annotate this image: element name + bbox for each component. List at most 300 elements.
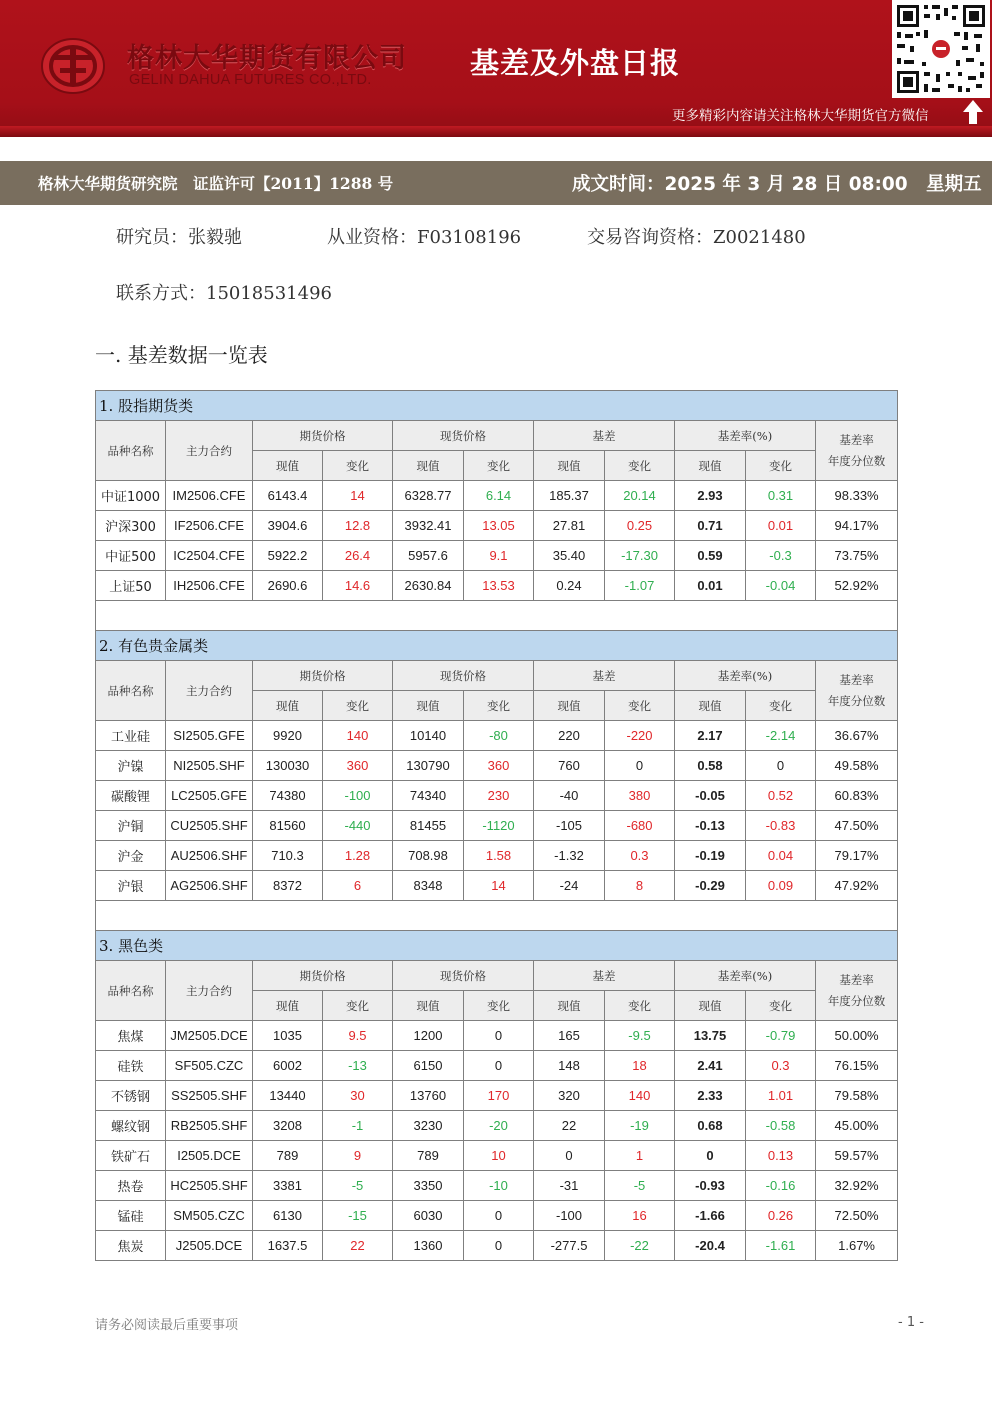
- spot-current: 6030: [393, 1201, 464, 1231]
- written-time: 成文时间：2025 年 3 月 28 日 08:00 星期五: [572, 174, 982, 195]
- basis-rate-change: 0.3: [746, 1051, 816, 1081]
- spot-current: 74340: [393, 781, 464, 811]
- basis-rate-current: -0.93: [675, 1171, 746, 1201]
- table-row: [96, 1021, 898, 1051]
- variety-name: 上证50: [96, 571, 166, 601]
- futures-change: -15: [323, 1201, 393, 1231]
- basis-change: 20.14: [605, 481, 675, 511]
- table-row: [96, 481, 898, 511]
- subheader-change: 变化: [605, 691, 675, 721]
- practice-qualification: 从业资格：F03108196: [327, 227, 522, 248]
- subheader-current: 现值: [393, 451, 464, 481]
- basis-change: 16: [605, 1201, 675, 1231]
- header-percentile-line2: 年度分位数: [827, 453, 886, 468]
- basis-change: -1.07: [605, 571, 675, 601]
- table-row: [96, 811, 898, 841]
- spot-change: 170: [464, 1081, 534, 1111]
- basis-rate-current: 0.71: [675, 511, 746, 541]
- basis-current: -105: [534, 811, 605, 841]
- company-name-cn: 格林大华期货有限公司: [127, 43, 407, 74]
- spot-current: 5957.6: [393, 541, 464, 571]
- futures-change: 12.8: [323, 511, 393, 541]
- basis-rate-change: -0.83: [746, 811, 816, 841]
- futures-current: 3904.6: [253, 511, 323, 541]
- basis-rate-change: 0.01: [746, 511, 816, 541]
- basis-rate-percentile: 59.57%: [816, 1141, 898, 1171]
- basis-rate-current: -0.29: [675, 871, 746, 901]
- basis-rate-change: 0.09: [746, 871, 816, 901]
- table-row: [96, 841, 898, 871]
- report-title: 基差及外盘日报: [470, 46, 681, 80]
- variety-name: 碳酸锂: [96, 781, 166, 811]
- subheader-current: 现值: [253, 451, 323, 481]
- spot-change: 360: [464, 751, 534, 781]
- spot-current: 789: [393, 1141, 464, 1171]
- subheader-change: 变化: [746, 691, 816, 721]
- contract-code: IM2506.CFE: [166, 481, 253, 511]
- header-contract: 主力合约: [166, 961, 253, 1021]
- basis-change: 1: [605, 1141, 675, 1171]
- contract-code: RB2505.SHF: [166, 1111, 253, 1141]
- variety-name: 锰硅: [96, 1201, 166, 1231]
- table-row: [96, 1201, 898, 1231]
- basis-rate-percentile: 98.33%: [816, 481, 898, 511]
- header-variety: 品种名称: [96, 421, 166, 481]
- basis-current: 22: [534, 1111, 605, 1141]
- basis-rate-percentile: 45.00%: [816, 1111, 898, 1141]
- basis-change: 380: [605, 781, 675, 811]
- basis-rate-percentile: 47.50%: [816, 811, 898, 841]
- futures-change: 14.6: [323, 571, 393, 601]
- basis-rate-percentile: 50.00%: [816, 1021, 898, 1051]
- contract-code: J2505.DCE: [166, 1231, 253, 1261]
- variety-name: 沪金: [96, 841, 166, 871]
- table-row: [96, 1051, 898, 1081]
- futures-current: 710.3: [253, 841, 323, 871]
- spot-change: 10: [464, 1141, 534, 1171]
- table-header-row: [96, 961, 898, 991]
- subheader-change: 变化: [605, 451, 675, 481]
- spot-change: 9.1: [464, 541, 534, 571]
- futures-current: 13440: [253, 1081, 323, 1111]
- futures-current: 8372: [253, 871, 323, 901]
- section-spacer-row: [96, 601, 898, 631]
- basis-rate-current: 0.01: [675, 571, 746, 601]
- disclaimer-note: 请务必阅读最后重要事项: [95, 1318, 239, 1333]
- futures-current: 1035: [253, 1021, 323, 1051]
- basis-current: 35.40: [534, 541, 605, 571]
- basis-rate-percentile: 79.58%: [816, 1081, 898, 1111]
- wechat-qr-code-icon: [892, 0, 990, 98]
- futures-change: 30: [323, 1081, 393, 1111]
- futures-current: 3381: [253, 1171, 323, 1201]
- contract-code: LC2505.GFE: [166, 781, 253, 811]
- basis-current: -31: [534, 1171, 605, 1201]
- basis-current: 320: [534, 1081, 605, 1111]
- subheader-change: 变化: [323, 451, 393, 481]
- variety-name: 工业硅: [96, 721, 166, 751]
- table-header-row: [96, 661, 898, 691]
- spot-change: 0: [464, 1051, 534, 1081]
- researcher-name: 研究员：张毅驰: [116, 227, 242, 248]
- basis-current: 760: [534, 751, 605, 781]
- basis-rate-change: 0.04: [746, 841, 816, 871]
- basis-rate-percentile: 60.83%: [816, 781, 898, 811]
- spot-current: 81455: [393, 811, 464, 841]
- variety-name: 中证500: [96, 541, 166, 571]
- basis-change: -220: [605, 721, 675, 751]
- basis-change: -9.5: [605, 1021, 675, 1051]
- basis-current: -24: [534, 871, 605, 901]
- spot-current: 6328.77: [393, 481, 464, 511]
- futures-change: 9.5: [323, 1021, 393, 1051]
- header-futures-price: 期货价格: [253, 661, 393, 691]
- contract-code: JM2505.DCE: [166, 1021, 253, 1051]
- variety-name: 沪银: [96, 871, 166, 901]
- table-row: [96, 871, 898, 901]
- contract-code: SF505.CZC: [166, 1051, 253, 1081]
- table-row: [96, 1231, 898, 1261]
- basis-rate-change: -0.04: [746, 571, 816, 601]
- variety-name: 热卷: [96, 1171, 166, 1201]
- subheader-change: 变化: [323, 991, 393, 1021]
- contract-code: AG2506.SHF: [166, 871, 253, 901]
- basis-rate-change: -0.79: [746, 1021, 816, 1051]
- spot-current: 1360: [393, 1231, 464, 1261]
- basis-rate-change: -0.58: [746, 1111, 816, 1141]
- report-header: [0, 0, 992, 137]
- basis-rate-current: -20.4: [675, 1231, 746, 1261]
- futures-change: 14: [323, 481, 393, 511]
- basis-rate-current: -1.66: [675, 1201, 746, 1231]
- basis-rate-percentile: 52.92%: [816, 571, 898, 601]
- category-title: 1. 股指期货类: [96, 391, 898, 421]
- basis-current: 27.81: [534, 511, 605, 541]
- futures-change: -440: [323, 811, 393, 841]
- basis-change: -19: [605, 1111, 675, 1141]
- spot-current: 708.98: [393, 841, 464, 871]
- consulting-qualification: 交易咨询资格：Z0021480: [587, 227, 806, 248]
- header-spot-price: 现货价格: [393, 661, 534, 691]
- subheader-change: 变化: [323, 691, 393, 721]
- category-title-row: [96, 631, 898, 661]
- basis-rate-current: 2.33: [675, 1081, 746, 1111]
- subheader-change: 变化: [464, 991, 534, 1021]
- info-bar: [0, 161, 992, 205]
- spot-current: 1200: [393, 1021, 464, 1051]
- variety-name: 焦炭: [96, 1231, 166, 1261]
- basis-current: 185.37: [534, 481, 605, 511]
- futures-current: 74380: [253, 781, 323, 811]
- contract-code: AU2506.SHF: [166, 841, 253, 871]
- futures-change: 6: [323, 871, 393, 901]
- subheader-current: 现值: [253, 691, 323, 721]
- header-variety: 品种名称: [96, 661, 166, 721]
- futures-current: 2690.6: [253, 571, 323, 601]
- basis-current: -40: [534, 781, 605, 811]
- basis-rate-percentile: 94.17%: [816, 511, 898, 541]
- basis-change: 0.3: [605, 841, 675, 871]
- contract-code: I2505.DCE: [166, 1141, 253, 1171]
- basis-current: 148: [534, 1051, 605, 1081]
- header-percentile-line2: 年度分位数: [827, 993, 886, 1008]
- variety-name: 中证1000: [96, 481, 166, 511]
- header-percentile-line1: 基差率: [839, 672, 874, 687]
- contract-code: IC2504.CFE: [166, 541, 253, 571]
- basis-rate-current: 0: [675, 1141, 746, 1171]
- variety-name: 沪深300: [96, 511, 166, 541]
- basis-rate-current: 0.58: [675, 751, 746, 781]
- basis-change: -22: [605, 1231, 675, 1261]
- header-basis-rate: 基差率(%): [675, 661, 816, 691]
- header-percentile-line1: 基差率: [839, 972, 874, 987]
- futures-current: 5922.2: [253, 541, 323, 571]
- basis-rate-change: 1.01: [746, 1081, 816, 1111]
- contract-code: SM505.CZC: [166, 1201, 253, 1231]
- basis-rate-change: 0: [746, 751, 816, 781]
- basis-rate-percentile: 76.15%: [816, 1051, 898, 1081]
- futures-change: -5: [323, 1171, 393, 1201]
- spot-change: 0: [464, 1231, 534, 1261]
- futures-change: 360: [323, 751, 393, 781]
- spacer-cell: [96, 601, 898, 631]
- header-percentile: [816, 661, 898, 721]
- spot-change: 230: [464, 781, 534, 811]
- basis-current: 220: [534, 721, 605, 751]
- futures-current: 1637.5: [253, 1231, 323, 1261]
- basis-rate-percentile: 32.92%: [816, 1171, 898, 1201]
- contact-info: 联系方式：15018531496: [116, 283, 332, 304]
- futures-change: 1.28: [323, 841, 393, 871]
- basis-change: -680: [605, 811, 675, 841]
- spot-change: -1120: [464, 811, 534, 841]
- header-futures-price: 期货价格: [253, 961, 393, 991]
- spot-current: 3230: [393, 1111, 464, 1141]
- subheader-current: 现值: [675, 691, 746, 721]
- subheader-current: 现值: [253, 991, 323, 1021]
- subheader-current: 现值: [534, 991, 605, 1021]
- futures-change: 26.4: [323, 541, 393, 571]
- subheader-current: 现值: [534, 691, 605, 721]
- follow-wechat-text: 更多精彩内容请关注格林大华期货官方微信: [672, 108, 929, 124]
- header-basis: 基差: [534, 661, 675, 691]
- up-arrow-icon: [962, 99, 984, 125]
- basis-current: 0.24: [534, 571, 605, 601]
- header-shadow-band: [0, 126, 992, 137]
- basis-rate-percentile: 49.58%: [816, 751, 898, 781]
- header-variety: 品种名称: [96, 961, 166, 1021]
- spot-change: 6.14: [464, 481, 534, 511]
- basis-rate-current: 2.17: [675, 721, 746, 751]
- contract-code: SI2505.GFE: [166, 721, 253, 751]
- table-row: [96, 721, 898, 751]
- spot-current: 10140: [393, 721, 464, 751]
- basis-change: -17.30: [605, 541, 675, 571]
- category-title-row: [96, 931, 898, 961]
- spot-change: 13.05: [464, 511, 534, 541]
- contract-code: NI2505.SHF: [166, 751, 253, 781]
- header-percentile: [816, 961, 898, 1021]
- variety-name: 沪铜: [96, 811, 166, 841]
- header-contract: 主力合约: [166, 661, 253, 721]
- table-row: [96, 511, 898, 541]
- subheader-current: 现值: [675, 451, 746, 481]
- basis-rate-change: -2.14: [746, 721, 816, 751]
- variety-name: 沪镍: [96, 751, 166, 781]
- subheader-change: 变化: [605, 991, 675, 1021]
- variety-name: 焦煤: [96, 1021, 166, 1051]
- contract-code: IF2506.CFE: [166, 511, 253, 541]
- spot-change: 13.53: [464, 571, 534, 601]
- spot-current: 130790: [393, 751, 464, 781]
- subheader-change: 变化: [464, 451, 534, 481]
- basis-rate-change: 0.52: [746, 781, 816, 811]
- futures-change: 9: [323, 1141, 393, 1171]
- basis-change: -5: [605, 1171, 675, 1201]
- basis-current: -100: [534, 1201, 605, 1231]
- futures-current: 130030: [253, 751, 323, 781]
- header-basis-rate: 基差率(%): [675, 961, 816, 991]
- basis-current: -1.32: [534, 841, 605, 871]
- variety-name: 螺纹钢: [96, 1111, 166, 1141]
- basis-rate-current: -0.05: [675, 781, 746, 811]
- basis-current: -277.5: [534, 1231, 605, 1261]
- futures-change: -100: [323, 781, 393, 811]
- contract-code: IH2506.CFE: [166, 571, 253, 601]
- basis-rate-change: 0.31: [746, 481, 816, 511]
- basis-current: 0: [534, 1141, 605, 1171]
- basis-rate-change: -1.61: [746, 1231, 816, 1261]
- page-number: - 1 -: [898, 1315, 924, 1330]
- basis-change: 0.25: [605, 511, 675, 541]
- subheader-current: 现值: [675, 991, 746, 1021]
- variety-name: 硅铁: [96, 1051, 166, 1081]
- table-row: [96, 1111, 898, 1141]
- header-spot-price: 现货价格: [393, 961, 534, 991]
- basis-rate-percentile: 36.67%: [816, 721, 898, 751]
- spacer-cell: [96, 901, 898, 931]
- basis-rate-percentile: 1.67%: [816, 1231, 898, 1261]
- futures-current: 3208: [253, 1111, 323, 1141]
- basis-data-table: [95, 390, 898, 1261]
- futures-current: 789: [253, 1141, 323, 1171]
- futures-current: 81560: [253, 811, 323, 841]
- header-percentile-line1: 基差率: [839, 432, 874, 447]
- header-futures-price: 期货价格: [253, 421, 393, 451]
- basis-rate-percentile: 72.50%: [816, 1201, 898, 1231]
- institute-license: 格林大华期货研究院 证监许可【2011】1288 号: [38, 174, 394, 193]
- futures-current: 6143.4: [253, 481, 323, 511]
- table-header-row: [96, 421, 898, 451]
- spot-change: 0: [464, 1021, 534, 1051]
- company-logo-icon: [40, 37, 106, 95]
- table-row: [96, 781, 898, 811]
- basis-rate-change: -0.16: [746, 1171, 816, 1201]
- header-percentile: [816, 421, 898, 481]
- basis-change: 18: [605, 1051, 675, 1081]
- header-basis-rate: 基差率(%): [675, 421, 816, 451]
- section-spacer-row: [96, 901, 898, 931]
- category-title-row: [96, 391, 898, 421]
- contract-code: HC2505.SHF: [166, 1171, 253, 1201]
- category-title: 3. 黑色类: [96, 931, 898, 961]
- futures-change: 22: [323, 1231, 393, 1261]
- basis-rate-current: 2.93: [675, 481, 746, 511]
- basis-rate-change: 0.13: [746, 1141, 816, 1171]
- spot-current: 3932.41: [393, 511, 464, 541]
- company-name-en: GELIN DAHUA FUTURES CO.,LTD.: [129, 72, 372, 88]
- futures-current: 9920: [253, 721, 323, 751]
- spot-current: 13760: [393, 1081, 464, 1111]
- spot-change: -20: [464, 1111, 534, 1141]
- basis-rate-percentile: 47.92%: [816, 871, 898, 901]
- header-contract: 主力合约: [166, 421, 253, 481]
- subheader-change: 变化: [746, 991, 816, 1021]
- header-basis: 基差: [534, 961, 675, 991]
- subheader-current: 现值: [393, 691, 464, 721]
- section-title: 一. 基差数据一览表: [95, 343, 268, 367]
- spot-change: 1.58: [464, 841, 534, 871]
- subheader-change: 变化: [746, 451, 816, 481]
- basis-change: 8: [605, 871, 675, 901]
- header-spot-price: 现货价格: [393, 421, 534, 451]
- subheader-change: 变化: [464, 691, 534, 721]
- contract-code: CU2505.SHF: [166, 811, 253, 841]
- subheader-current: 现值: [534, 451, 605, 481]
- basis-rate-current: 0.59: [675, 541, 746, 571]
- basis-rate-percentile: 79.17%: [816, 841, 898, 871]
- basis-rate-current: 13.75: [675, 1021, 746, 1051]
- spot-change: 0: [464, 1201, 534, 1231]
- basis-current: 165: [534, 1021, 605, 1051]
- spot-change: 14: [464, 871, 534, 901]
- table-row: [96, 1171, 898, 1201]
- basis-rate-current: -0.19: [675, 841, 746, 871]
- basis-rate-change: -0.3: [746, 541, 816, 571]
- spot-current: 6150: [393, 1051, 464, 1081]
- header-basis: 基差: [534, 421, 675, 451]
- variety-name: 铁矿石: [96, 1141, 166, 1171]
- contract-code: SS2505.SHF: [166, 1081, 253, 1111]
- variety-name: 不锈钢: [96, 1081, 166, 1111]
- table-row: [96, 1081, 898, 1111]
- basis-rate-percentile: 73.75%: [816, 541, 898, 571]
- table-row: [96, 541, 898, 571]
- futures-current: 6002: [253, 1051, 323, 1081]
- table-row: [96, 571, 898, 601]
- futures-change: -1: [323, 1111, 393, 1141]
- spot-current: 3350: [393, 1171, 464, 1201]
- basis-rate-current: 0.68: [675, 1111, 746, 1141]
- basis-change: 140: [605, 1081, 675, 1111]
- futures-current: 6130: [253, 1201, 323, 1231]
- spot-current: 8348: [393, 871, 464, 901]
- futures-change: 140: [323, 721, 393, 751]
- basis-rate-current: -0.13: [675, 811, 746, 841]
- table-row: [96, 1141, 898, 1171]
- category-title: 2. 有色贵金属类: [96, 631, 898, 661]
- header-percentile-line2: 年度分位数: [827, 693, 886, 708]
- basis-change: 0: [605, 751, 675, 781]
- basis-rate-current: 2.41: [675, 1051, 746, 1081]
- basis-rate-change: 0.26: [746, 1201, 816, 1231]
- spot-current: 2630.84: [393, 571, 464, 601]
- futures-change: -13: [323, 1051, 393, 1081]
- spot-change: -10: [464, 1171, 534, 1201]
- spot-change: -80: [464, 721, 534, 751]
- table-row: [96, 751, 898, 781]
- subheader-current: 现值: [393, 991, 464, 1021]
